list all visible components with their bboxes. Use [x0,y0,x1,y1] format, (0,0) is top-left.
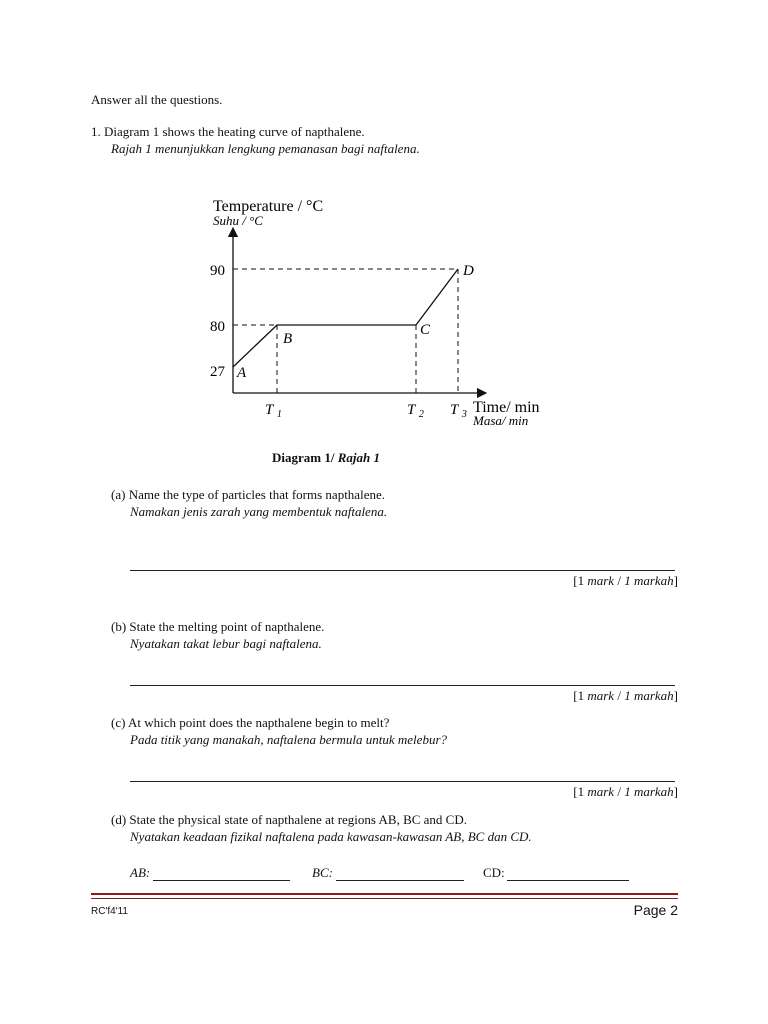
x-tick-t3 [450,402,467,420]
region-ab-answer-line[interactable] [153,880,290,881]
x-tick-t2 [407,402,424,420]
y-tick-80: 80 [210,319,225,335]
part-b-answer-line[interactable] [130,685,675,686]
part-b-text-ms: Nyatakan takat lebur bagi naftalena. [130,636,322,651]
region-cd-answer-line[interactable] [507,880,629,881]
heating-curve-line [233,269,458,367]
x-axis-label-ms: Masa/ min [473,413,529,428]
part-b-text: State the melting point of napthalene. [129,619,325,634]
region-ab-label: AB: [130,865,151,880]
x-tick-t1-text: T [265,402,274,418]
x-tick-t1 [265,402,282,420]
x-tick-t1-subscript: 1 [276,409,282,420]
part-a-question [111,487,385,503]
x-tick-t3-text: T [450,402,459,418]
part-c-question [111,715,389,731]
region-bc-label: BC: [312,865,333,880]
footer-rule-thin [91,898,678,899]
marks-en: mark [587,688,615,703]
marks-close: ] [673,688,678,703]
marks-sep: / [614,784,625,799]
x-axis-label: Time/ min [473,399,540,416]
part-c-text: At which point does the napthalene begin to melt? [127,715,390,730]
part-d-label: (d) [111,812,127,827]
y-tick-27: 27 [210,364,225,380]
part-b-label: (b) [111,619,127,634]
marks-ms: 1 markah [624,688,674,703]
diagram-caption-ms: Rajah 1 [337,450,380,465]
part-d-text: State the physical state of napthalene at regions AB, BC and CD. [129,812,467,827]
marks-open: [1 [573,784,588,799]
part-d-question [111,812,467,828]
marks-sep: / [614,573,625,588]
x-tick-t2-subscript: 2 [418,409,424,420]
y-axis-label: Temperature / °C [213,198,324,215]
part-a-marks [573,573,678,589]
footer-rule [91,893,678,895]
marks-en: mark [587,784,615,799]
part-c-text-ms: Pada titik yang manakah, naftalena bermula untuk melebur? [130,732,448,747]
page-number: Page 2 [633,902,678,918]
y-axis-label-ms: Suhu / °C [213,213,263,228]
diagram-caption-en: Diagram 1/ [272,450,335,465]
instruction: Answer all the questions. [91,92,223,107]
x-tick-t2-text: T [407,402,416,418]
marks-open: [1 [573,688,588,703]
region-bc-answer-line[interactable] [336,880,464,881]
marks-close: ] [673,784,678,799]
part-c-label: (c) [111,715,126,730]
point-label-c: C [420,322,431,338]
y-tick-90: 90 [210,263,225,279]
point-label-a: A [237,365,247,381]
point-label-b: B [283,331,293,347]
heating-curve-diagram [0,0,768,470]
part-d-text-ms: Nyatakan keadaan fizikal naftalena pada kawasan-kawasan AB, BC dan CD. [130,829,532,844]
x-tick-t3-subscript: 3 [461,409,467,420]
part-b-question [111,619,324,635]
question-text-en: Diagram 1 shows the heating curve of napthalene. [104,124,365,139]
marks-open: [1 [573,573,588,588]
part-c-marks [573,784,678,800]
region-cd-label: CD: [483,865,505,880]
marks-en: mark [587,573,615,588]
point-label-d: D [463,263,474,279]
part-a-text-ms: Namakan jenis zarah yang membentuk naftalena. [130,504,388,519]
question-text-ms: Rajah 1 menunjukkan lengkung pemanasan bagi naftalena. [111,141,420,156]
part-a-label: (a) [111,487,126,502]
part-a-text: Name the type of particles that forms napthalene. [128,487,385,502]
diagram-caption [272,450,380,466]
marks-close: ] [673,573,678,588]
part-c-answer-line[interactable] [130,781,675,782]
footer-code: RC'f4'11 [91,906,128,917]
marks-ms: 1 markah [624,573,674,588]
part-b-marks [573,688,678,704]
marks-ms: 1 markah [624,784,674,799]
part-a-answer-line[interactable] [130,570,675,571]
marks-sep: / [614,688,625,703]
question-number: 1. [91,124,101,139]
